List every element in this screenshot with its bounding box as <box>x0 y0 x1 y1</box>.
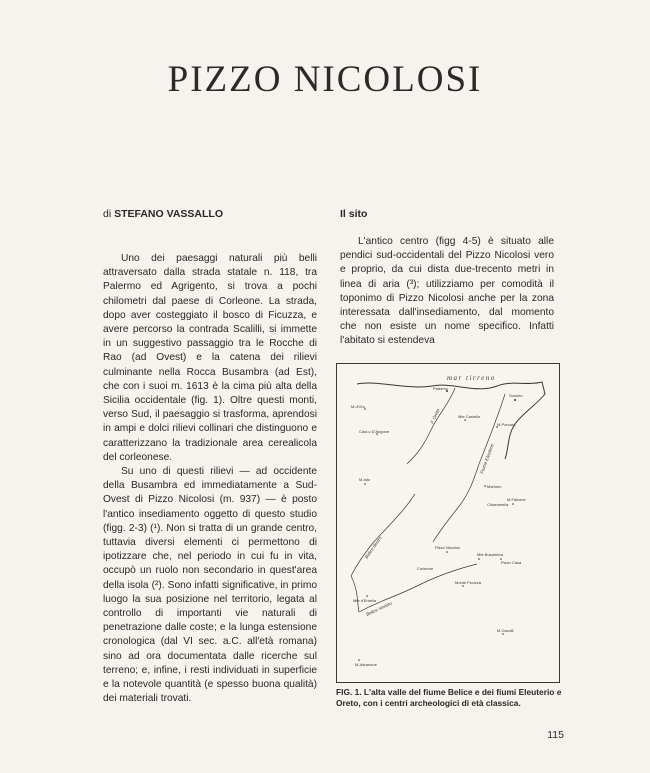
river-oreto <box>407 388 455 464</box>
river-label-oreto: F. Oreto <box>429 407 441 425</box>
page-number: 115 <box>547 729 564 741</box>
river-label-belice-sinistro: Belice sinistro <box>365 600 393 617</box>
paragraph-2: Su uno di questi rilievi — ad occidente della Busambra ed immediatamente a Sud-Ovest di Pizzo Nicolosi (m. 937) — è posto l'antico insediamento oggetto di questo studio (figg. 2-3) (¹). Non si tratta di un grande centro, tuttavia diversi elementi ci permettono di ipotizzare che, nel periodo in cui fu in vita, occupò un ruolo non secondario in quest'area della isola (²). Sono infatti significative, in primo luogo la sua posizione nel territorio, legata al controllo di importanti vie naturali di penetrazione dalle coste; e la lunga estensione cronologica (dal VI sec. a.C. all'età romana) sino ad ora documentata dalle ricerche sul terreno; e, infine, i resti individuati in superficie e la notevole quantità (e spesso buona qualità) dei materiali trovati. <box>103 466 317 705</box>
map-label-porcara: M.Porcara <box>497 422 516 427</box>
section-heading: Il sito <box>340 208 368 220</box>
page-title: PIZZO NICOLOSI <box>167 59 483 100</box>
map-label-palermo: Palermo <box>433 386 448 391</box>
map-label-chiaramelia: Chiaramelia <box>487 502 509 507</box>
right-column <box>340 235 554 349</box>
figure-map <box>336 363 560 683</box>
map-label-castello: Mte Castello <box>458 414 481 419</box>
river-label-eleuterio: Fiume Eleuterio <box>479 443 495 475</box>
left-column <box>103 252 317 707</box>
map-label-m-doro: M.d'Oro <box>351 404 366 409</box>
byline <box>103 208 223 220</box>
paragraph-3: L'antico centro (figg 4-5) è situato alle pendici sud-occidentali del Pizzo Nicolosi vero e proprio, da cui dista due-trecento metri in linea di aria (³); utilizziamo per comodità il toponimo di Pizzo Nicolosi anche per la zona interessata dall'insediamento, dal momento che non esiste un nome specifico. Infatti l'abitato si estendeva <box>340 236 554 347</box>
sea-label: mar tirreno <box>447 374 496 382</box>
map-label-marineo: Marineo <box>487 484 502 489</box>
map-drawing <box>337 364 559 682</box>
map-label-adranone: M.Adranone <box>355 662 377 667</box>
river-label-belice-destro: Belice destro <box>363 535 383 560</box>
map-label-falcone: M.Falcone <box>507 497 526 502</box>
map-label-corleone: Corleone <box>417 566 434 571</box>
river-junction <box>351 576 359 612</box>
river-belice-destro <box>351 494 415 576</box>
map-label-dangone: Cast.o D'Angone <box>359 429 390 434</box>
map-label-ficuzza: Monte Ficuzza <box>455 580 482 585</box>
map-label-cavalli: M.Cavalli <box>497 628 514 633</box>
map-label-entella: Mte d'Entella <box>353 598 376 603</box>
map-label-solunto: Solunto <box>509 393 523 398</box>
author-name: STEFANO VASSALLO <box>114 208 223 220</box>
river-belice-sinistro <box>359 564 477 612</box>
map-label-iato: M.Iato <box>359 477 371 482</box>
paragraph-1: Uno dei paesaggi naturali più belli attraversato dalla strada statale n. 118, tra Palermo ed Agrigento, si trova a pochi chilometri dal paese di Corleone. La strada, dopo aver costeggiato il bosco di Ficuzza, e avere percorso la contrada Scalilli, si immette in un suggestivo passaggio tra le Rocche di Rao (ad Ovest) e la catena dei rilievi culminante nella Rocca Busambra (ad Est), che con i suoi m. 1613 è la cima più alta della Sicilia occidentale (fig. 1). Oltre questi monti, verso Sud, il paesaggio si trasforma, aprendosi in ampi e dolci rilievi collinari che distinguono e caratterizzano la tradizionale area cerealicola del corleonese. <box>103 253 317 463</box>
figure-caption: FIG. 1. L'alta valle del fiume Belice e dei fiumi Eleuterio e Oreto, con i centri archeologici di età classica. <box>336 687 562 708</box>
map-label-pizzo-casa: Pizzo Casa <box>501 560 522 565</box>
map-label-busambra: Mte Busambra <box>477 552 504 557</box>
byline-prefix: di <box>103 208 115 220</box>
map-label-pizzo-nicolosi: Pizzo Nicolosi <box>435 545 460 550</box>
